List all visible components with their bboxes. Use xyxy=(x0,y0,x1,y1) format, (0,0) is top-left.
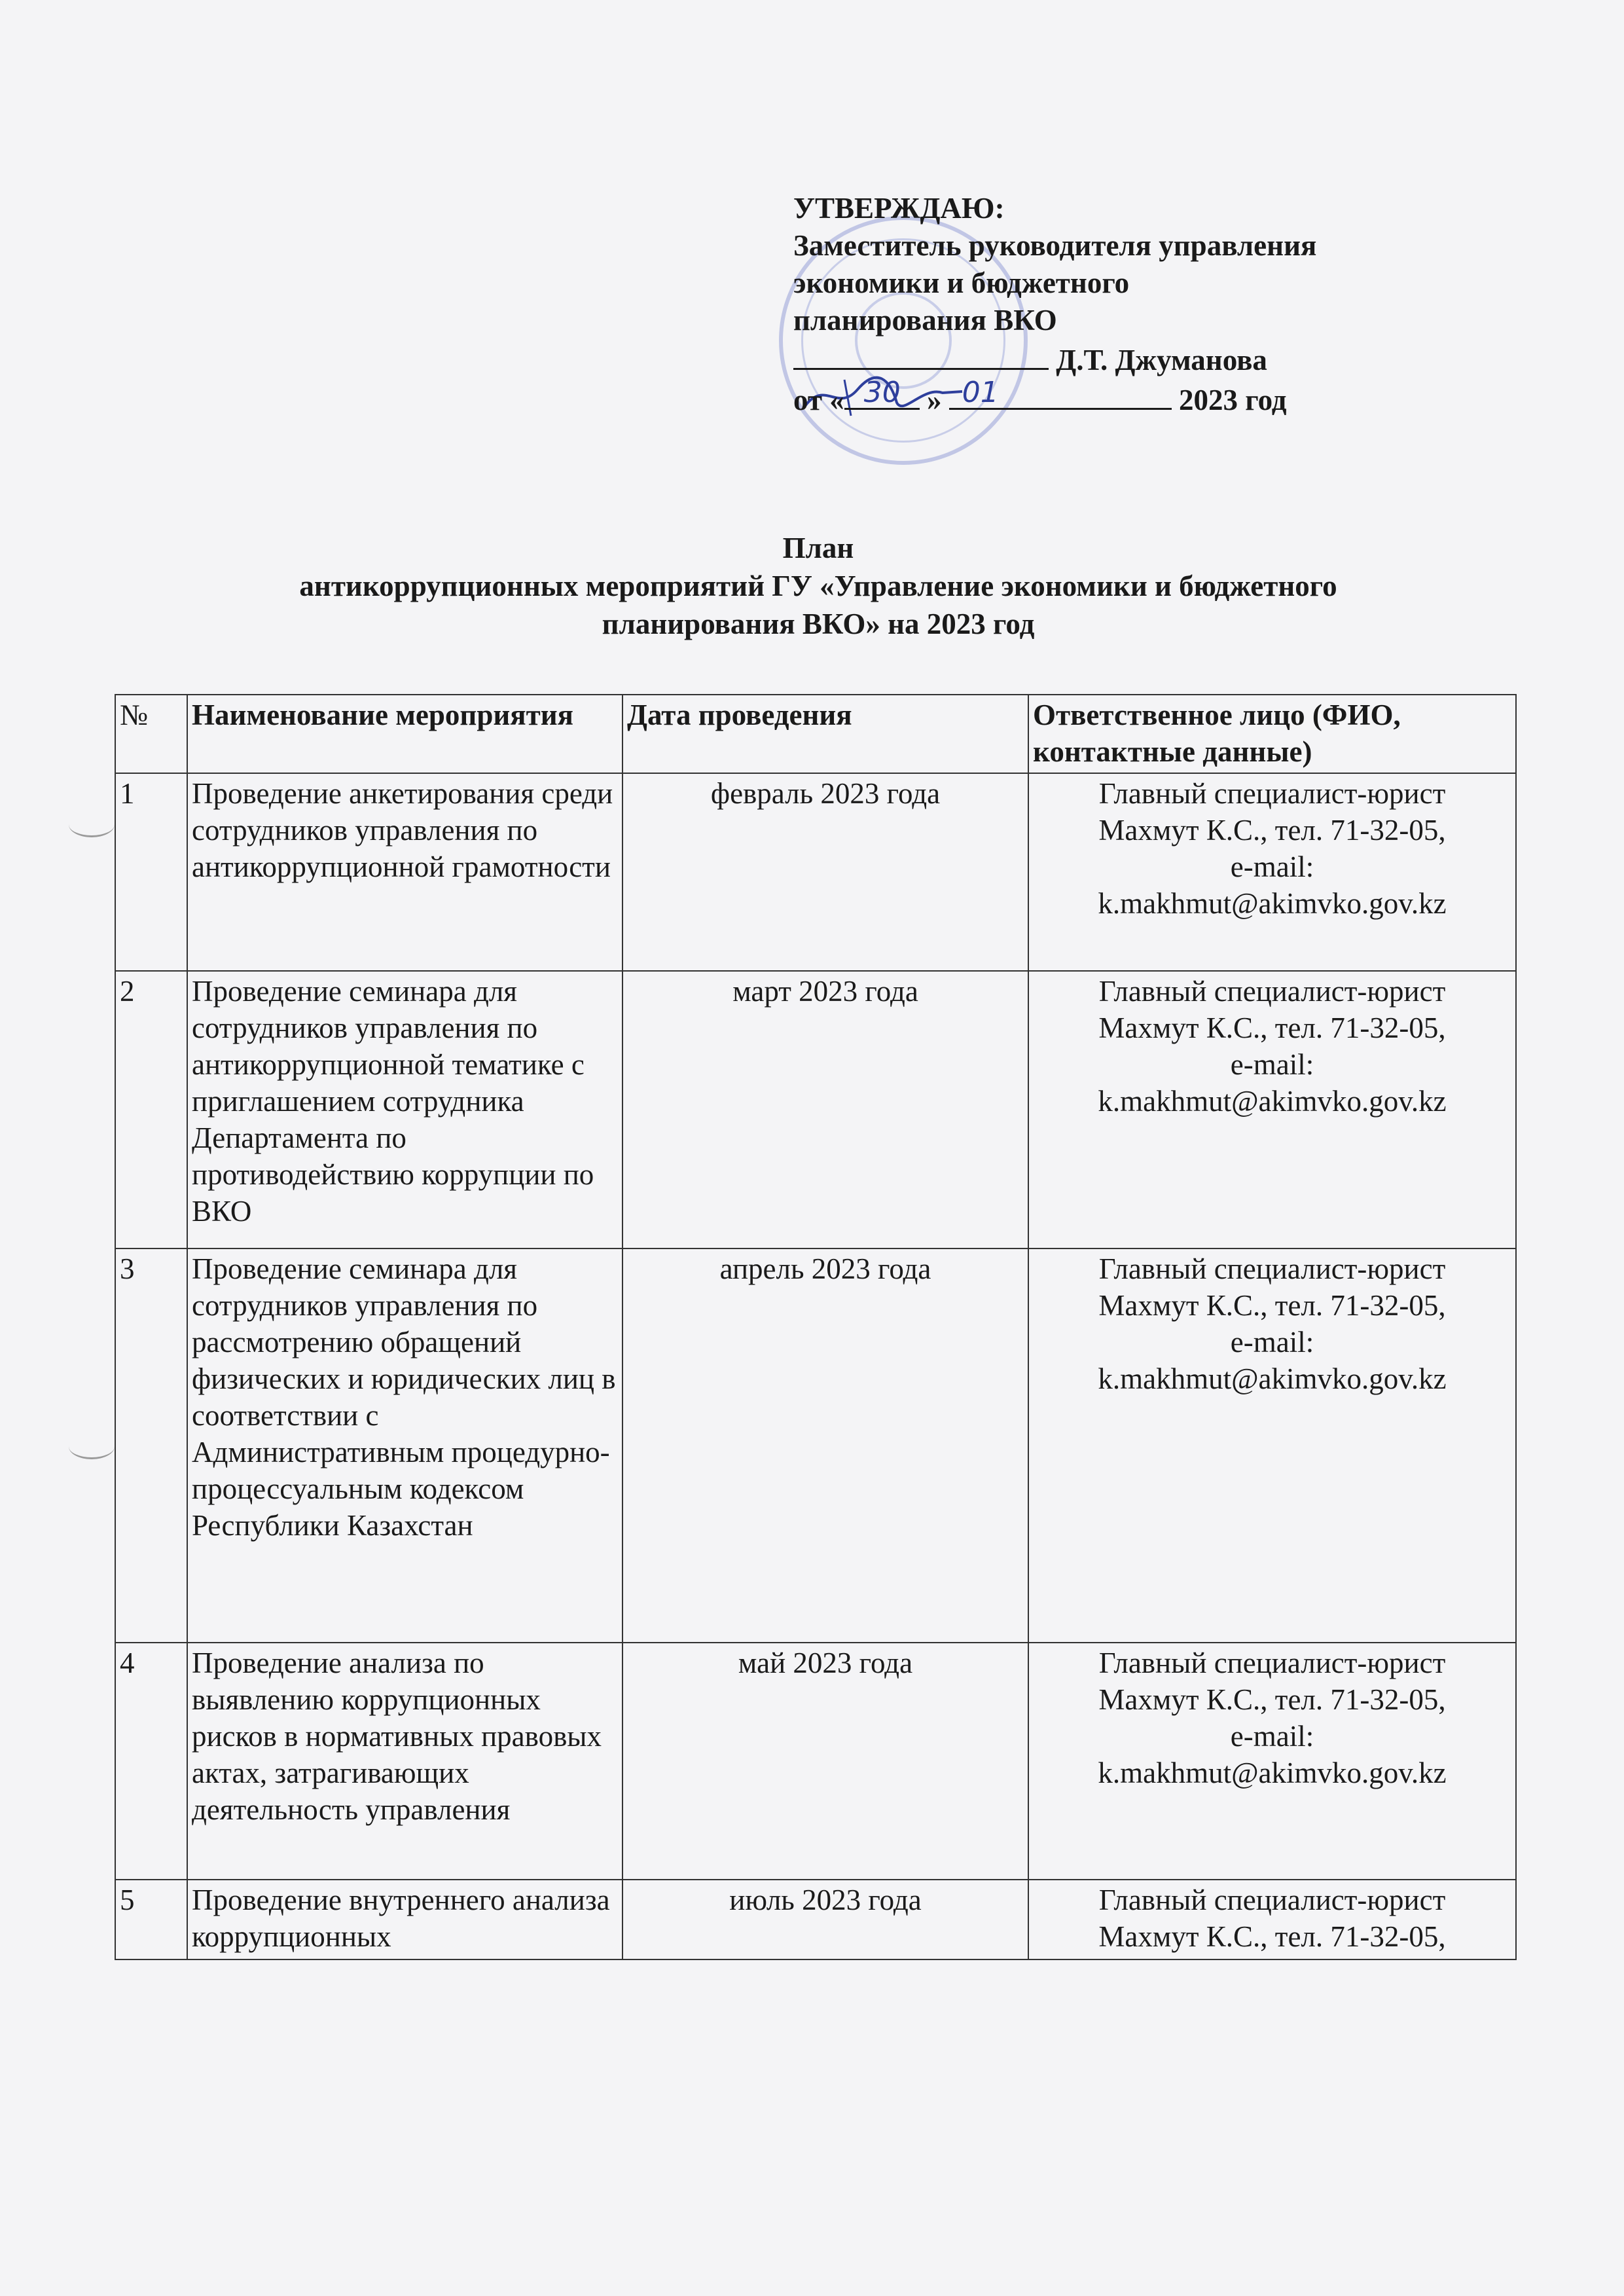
responsible-contact: Махмут К.С., тел. 71-32-05, xyxy=(1098,1011,1446,1044)
row-number: 4 xyxy=(115,1643,187,1880)
date-month-handwritten: 01 xyxy=(962,376,999,409)
responsible-title: Главный специалист-юрист xyxy=(1098,1252,1446,1285)
row-number: 3 xyxy=(115,1248,187,1643)
row-event-name: Проведение анализа по выявлению коррупционных рисков в нормативных правовых актах, затрагивающих деятельность управления xyxy=(187,1643,623,1880)
row-responsible xyxy=(1028,1643,1516,1880)
table-row xyxy=(115,773,1516,971)
date-day-handwritten: 30 xyxy=(863,376,901,409)
date-year: 2023 год xyxy=(1179,384,1287,416)
responsible-contact: Махмут К.С., тел. 71-32-05, xyxy=(1098,1683,1446,1716)
approval-position-line: планирования ВКО xyxy=(793,304,1057,337)
responsible-title: Главный специалист-юрист xyxy=(1098,1884,1446,1916)
approval-block xyxy=(793,190,1448,419)
responsible-email: k.makhmut@akimvko.gov.kz xyxy=(1098,1085,1447,1118)
date-mid: » xyxy=(927,384,942,416)
responsible-contact: Махмут К.С., тел. 71-32-05, xyxy=(1098,814,1446,847)
row-responsible xyxy=(1028,1880,1516,1959)
header-responsible: Ответственное лицо (ФИО, контактные данные) xyxy=(1028,695,1516,773)
row-date: июль 2023 года xyxy=(623,1880,1028,1959)
row-responsible xyxy=(1028,971,1516,1248)
responsible-email: k.makhmut@akimvko.gov.kz xyxy=(1098,1757,1447,1789)
signature-line xyxy=(793,339,1448,379)
table-row xyxy=(115,971,1516,1248)
row-date: февраль 2023 года xyxy=(623,773,1028,971)
responsible-title: Главный специалист-юрист xyxy=(1098,777,1446,810)
approval-position-line: экономики и бюджетного xyxy=(793,266,1130,299)
header-number: № xyxy=(115,695,187,773)
signatory-name: Д.Т. Джуманова xyxy=(1056,344,1267,376)
signature-blank xyxy=(793,339,1049,370)
date-month-blank xyxy=(949,376,1172,410)
responsible-title: Главный специалист-юрист xyxy=(1098,975,1446,1008)
title-line: антикоррупционных мероприятий ГУ «Управление экономики и бюджетного xyxy=(299,570,1337,602)
title-line: планирования ВКО» на 2023 год xyxy=(602,608,1035,640)
responsible-email-label: e-mail: xyxy=(1230,1048,1314,1081)
table-row xyxy=(115,1248,1516,1643)
row-event-name: Проведение анкетирования среди сотрудников управления по антикоррупционной грамотности xyxy=(187,773,623,971)
responsible-title: Главный специалист-юрист xyxy=(1098,1647,1446,1679)
row-responsible xyxy=(1028,773,1516,971)
date-prefix: от « xyxy=(793,384,844,416)
approval-heading: УТВЕРЖДАЮ: xyxy=(793,192,1005,225)
date-day-blank xyxy=(844,376,920,410)
punch-hole-mark xyxy=(69,1434,115,1459)
approval-date-line xyxy=(793,376,1448,419)
punch-hole-mark xyxy=(69,812,115,837)
row-event-name: Проведение семинара для сотрудников управления по антикоррупционной тематике с приглашением сотрудника Департамента по противодействию коррупции по ВКО xyxy=(187,971,623,1248)
responsible-email-label: e-mail: xyxy=(1230,850,1314,883)
responsible-email-label: e-mail: xyxy=(1230,1326,1314,1358)
responsible-email-label: e-mail: xyxy=(1230,1720,1314,1753)
row-date: май 2023 года xyxy=(623,1643,1028,1880)
plan-table xyxy=(115,694,1517,1960)
header-event-name: Наименование мероприятия xyxy=(187,695,623,773)
row-date: март 2023 года xyxy=(623,971,1028,1248)
table-row xyxy=(115,1880,1516,1959)
row-number: 2 xyxy=(115,971,187,1248)
document-title xyxy=(105,529,1532,643)
row-number: 5 xyxy=(115,1880,187,1959)
table-header-row xyxy=(115,695,1516,773)
table-row xyxy=(115,1643,1516,1880)
row-number: 1 xyxy=(115,773,187,971)
row-event-name: Проведение семинара для сотрудников управления по рассмотрению обращений физических и юридических лиц в соответствии с Административным процедурно-процессуальным кодексом Республики Казахстан xyxy=(187,1248,623,1643)
row-date: апрель 2023 года xyxy=(623,1248,1028,1643)
header-date: Дата проведения xyxy=(623,695,1028,773)
approval-position-line: Заместитель руководителя управления xyxy=(793,229,1317,262)
responsible-contact: Махмут К.С., тел. 71-32-05, xyxy=(1098,1289,1446,1322)
row-event-name: Проведение внутреннего анализа коррупционных xyxy=(187,1880,623,1959)
title-line: План xyxy=(782,532,854,564)
responsible-contact: Махмут К.С., тел. 71-32-05, xyxy=(1098,1920,1446,1953)
responsible-email: k.makhmut@akimvko.gov.kz xyxy=(1098,887,1447,920)
responsible-email: k.makhmut@akimvko.gov.kz xyxy=(1098,1362,1447,1395)
row-responsible xyxy=(1028,1248,1516,1643)
